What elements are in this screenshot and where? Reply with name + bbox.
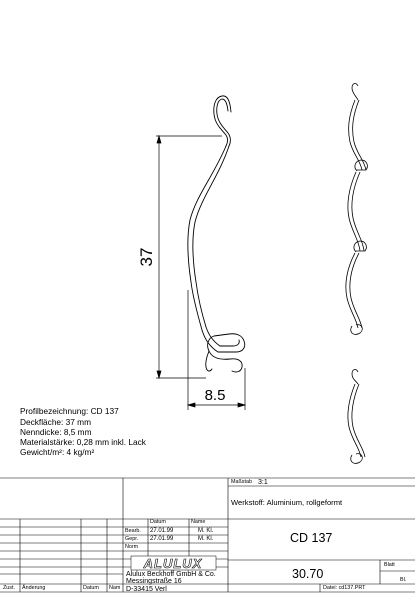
company-city: D-33415 Verl xyxy=(126,586,167,593)
spec-line-gewicht: Gewicht/m²: 4 kg/m² xyxy=(20,447,95,457)
profile-single-side-view xyxy=(348,370,365,464)
svg-text:ALULUX: ALULUX xyxy=(143,556,203,571)
spec-line-nenndicke: Nenndicke: 8,5 mm xyxy=(20,427,92,437)
dimension-height-label: 37 xyxy=(137,247,156,267)
revision-col-datum: Datum xyxy=(83,585,99,591)
bearb-name: M. Kl. xyxy=(198,528,214,534)
profile-cross-section xyxy=(188,96,245,372)
bl-label: Bl. xyxy=(400,577,407,583)
row-label-bearb: Bearb. xyxy=(125,528,141,534)
revision-col-aenderung: Änderung xyxy=(22,585,46,591)
scale-label: Maßstab xyxy=(231,479,252,485)
scale-value: 3:1 xyxy=(258,479,268,486)
profile-chain-assembly xyxy=(346,84,368,335)
column-header-datum: Datum xyxy=(150,519,166,525)
blatt-label: Blatt xyxy=(384,562,395,568)
material-note: Werkstoff: Aluminium, rollgeformt xyxy=(231,498,343,507)
dimension-width-label: 8.5 xyxy=(204,387,226,404)
company-name: Alulux Beckhoff GmbH & Co. xyxy=(126,571,216,578)
spec-line-deckflaeche: Deckfläche: 37 mm xyxy=(20,417,92,427)
row-label-gepr: Gepr. xyxy=(125,536,139,542)
spec-line-profile: Profilbezeichnung: CD 137 xyxy=(20,406,119,416)
spec-line-materialstaerke: Materialstärke: 0,28 mm inkl. Lack xyxy=(20,437,146,447)
file-name: Datei: cd137.PRT xyxy=(323,585,366,591)
alulux-logo xyxy=(131,556,216,571)
revision-col-zust: Zust. xyxy=(3,585,15,591)
gepr-date: 27.01.99 xyxy=(150,536,174,542)
column-header-name: Name xyxy=(191,519,206,525)
company-street: Messingstraße 16 xyxy=(126,578,182,585)
dimension-height xyxy=(156,136,222,378)
revision-col-name: Nam xyxy=(109,585,121,591)
row-label-norm: Norm xyxy=(125,544,139,550)
bearb-date: 27.01.99 xyxy=(150,528,174,534)
gepr-name: M. Kl. xyxy=(198,536,214,542)
drawing-number: 30.70 xyxy=(292,567,324,581)
profile-name-title: CD 137 xyxy=(290,531,333,545)
